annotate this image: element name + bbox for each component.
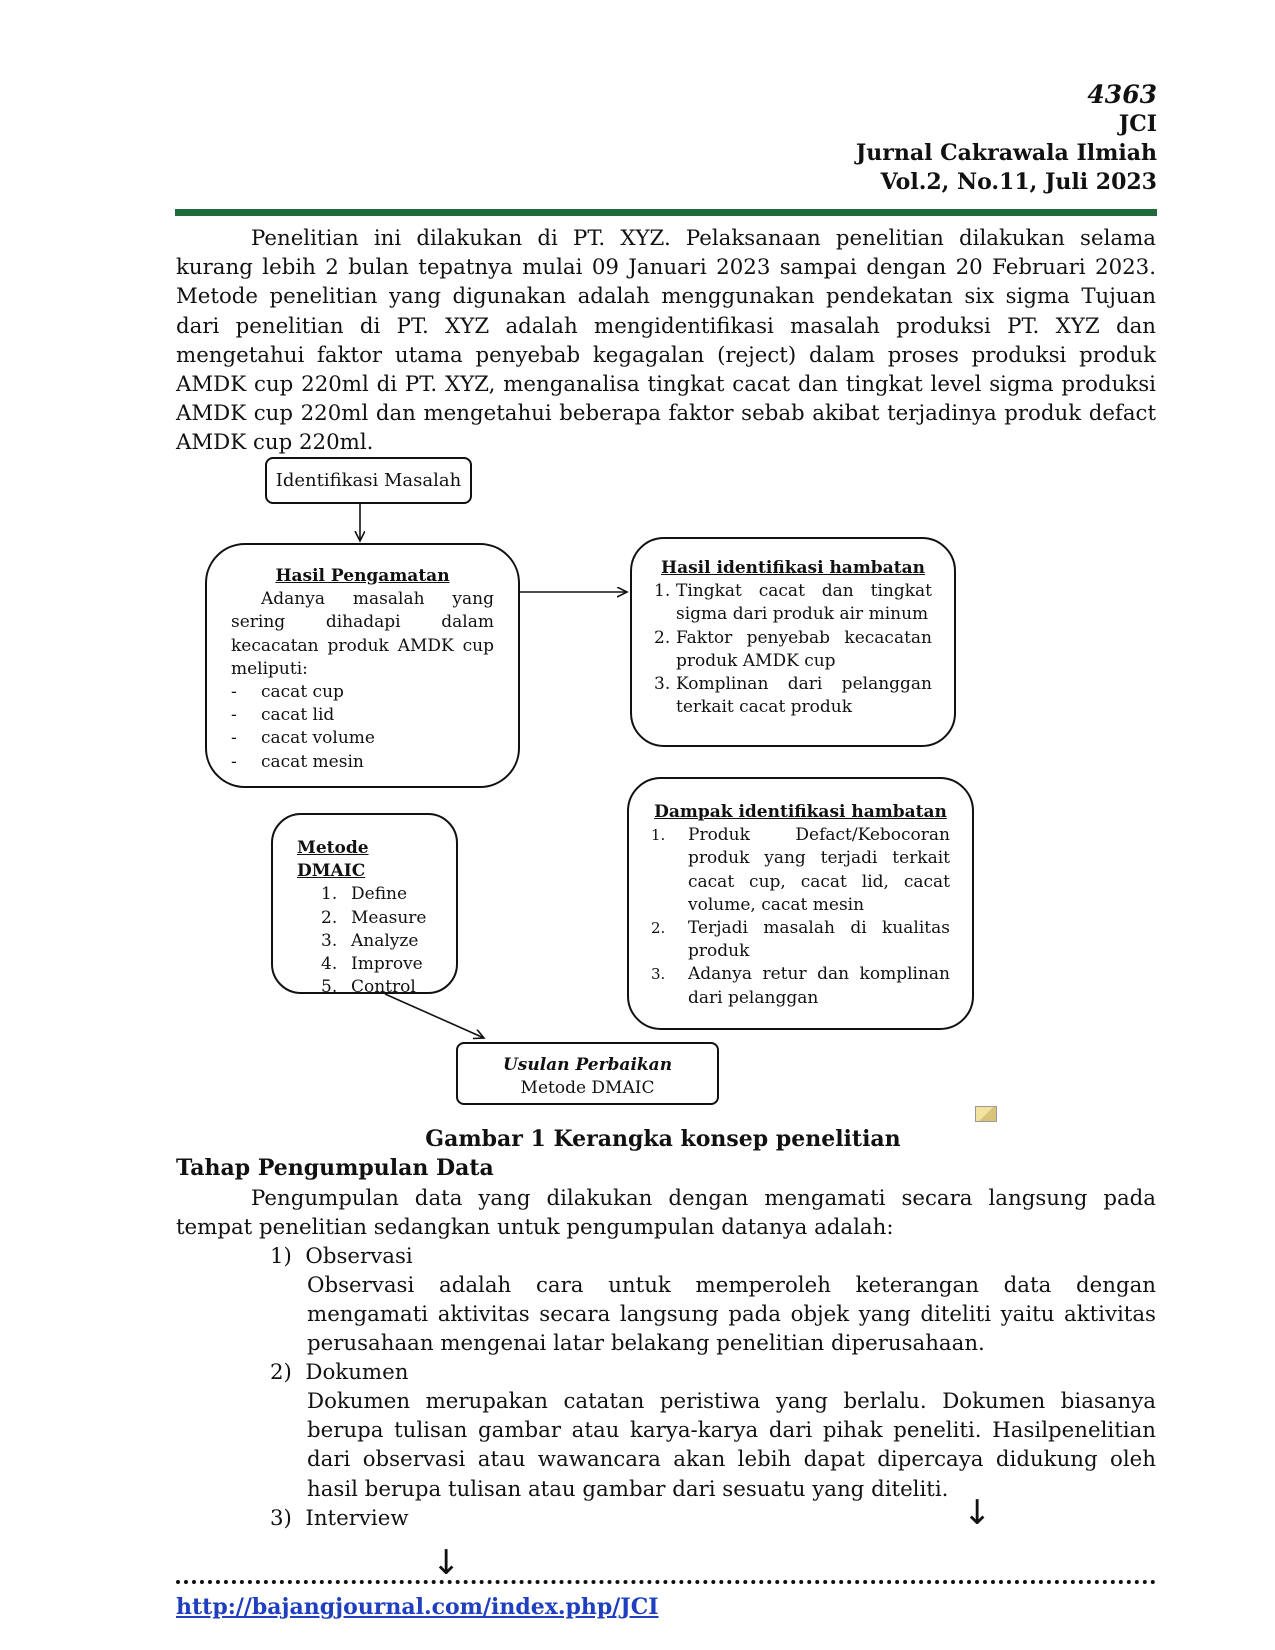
- list-item: 2. Measure: [321, 907, 427, 928]
- list-item: 3. Komplinan dari pelanggan terkait cacat produk: [654, 674, 932, 718]
- list-item: 2. Terjadi masalah di kualitas produk: [651, 918, 950, 962]
- list-item: 3. Analyze: [321, 930, 419, 951]
- journal-url-link[interactable]: http://bajangjournal.com/index.php/JCI: [176, 1594, 659, 1620]
- list-item: 4. Improve: [321, 954, 423, 975]
- pengamatan-title: Hasil Pengamatan: [275, 566, 450, 586]
- list-item: 5. Control: [321, 977, 416, 998]
- journal-name: Jurnal Cakrawala Ilmiah: [855, 140, 1157, 166]
- usulan-title: Usulan Perbaikan: [502, 1055, 673, 1075]
- section-paragraph: Pengumpulan data yang dilakukan dengan mengamati secara langsung pada tempat penelitian sedangkan untuk pengumpulan datanya adalah:: [176, 1186, 1156, 1241]
- box-hasil-pengamatan: [205, 543, 520, 788]
- list-item: 1. Produk Defact/Kebocoran produk yang terjadi terkait cacat cup, cacat lid, cacat volume, cacat mesin: [651, 825, 950, 915]
- list-item: 3. Adanya retur dan komplinan dari pelanggan: [651, 964, 950, 1008]
- list-item-dokumen: 2) Dokumen: [270, 1360, 409, 1385]
- list-item: 1. Define: [321, 884, 408, 905]
- box-hasil-identifikasi: [630, 537, 956, 747]
- usulan-subtitle: Metode DMAIC: [520, 1078, 655, 1099]
- list-item-observasi: 1) Observasi: [270, 1244, 413, 1269]
- dampak-title: Dampak identifikasi hambatan: [654, 802, 947, 822]
- down-arrow-icon: ↓: [432, 1543, 461, 1583]
- down-arrow-icon: ↓: [963, 1493, 992, 1533]
- list-item: - cacat cup: [231, 681, 494, 704]
- list-item: 2. Faktor penyebab kecacatan produk AMDK cup: [654, 627, 932, 671]
- list-item: - cacat volume: [231, 727, 494, 750]
- box-metode-dmaic: [271, 813, 458, 998]
- figure-caption: Gambar 1 Kerangka konsep penelitian: [425, 1126, 901, 1152]
- page-number: 4363: [1087, 80, 1157, 109]
- intro-paragraph: Penelitian ini dilakukan di PT. XYZ. Pelaksanaan penelitian dilakukan selama kurang lebih 2 bulan tepatnya mulai 09 Januari 2023 sampai dengan 20 Februari 2023. Metode penelitian yang digunakan adalah menggunakan pendekatan six sigma Tujuan dari penelitian di PT. XYZ adalah mengidentifikasi masalah produksi PT. XYZ dan mengetahui faktor utama penyebab kegagalan (reject) dalam proses produksi produk AMDK cup 220ml di PT. XYZ, menganalisa tingkat cacat dan tingkat level sigma produksi AMDK cup 220ml dan mengetahui beberapa faktor sebab akibat terjadinya produk defact AMDK cup 220ml.: [176, 226, 1156, 456]
- box-usulan-perbaikan: [456, 1042, 719, 1105]
- pengamatan-text: Adanya masalah yang sering dihadapi dalam kecacatan produk AMDK cup meliputi:: [231, 589, 494, 679]
- journal-volume: Vol.2, No.11, Juli 2023: [880, 169, 1157, 195]
- list-item: - cacat mesin: [231, 751, 494, 774]
- journal-abbr: JCI: [1118, 111, 1157, 137]
- arrow-dmaic-to-usulan: [385, 994, 484, 1038]
- section-heading: Tahap Pengumpulan Data: [176, 1155, 494, 1181]
- embedded-object-icon: [975, 1106, 997, 1122]
- list-item: - cacat lid: [231, 704, 494, 727]
- observasi-body: Observasi adalah cara untuk memperoleh keterangan data dengan mengamati aktivitas secara langsung pada objek yang diteliti yaitu aktivitas perusahaan mengenai latar belakang penelitian diperusahaan.: [307, 1273, 1156, 1357]
- list-item: 1. Tingkat cacat dan tingkat sigma dari produk air minum: [654, 581, 932, 625]
- list-item-interview: 3) Interview: [270, 1506, 409, 1531]
- box-identifikasi-masalah: [265, 457, 472, 504]
- hasil-title: Hasil identifikasi hambatan: [661, 558, 925, 578]
- box-dampak-identifikasi: [627, 777, 974, 1030]
- identifikasi-label: Identifikasi Masalah: [275, 470, 462, 491]
- dokumen-body: Dokumen merupakan catatan peristiwa yang berlalu. Dokumen biasanya berupa tulisan gambar atau karya-karya dari pihak peneliti. Hasilpenelitian dari observasi atau wawancara akan lebih dapat dipercaya didukung oleh hasil berupa tulisan atau gambar dari sesuatu yang diteliti.: [307, 1389, 1156, 1502]
- footer-dotted-line: [176, 1568, 1156, 1584]
- dmaic-title: Metode DMAIC: [297, 838, 369, 882]
